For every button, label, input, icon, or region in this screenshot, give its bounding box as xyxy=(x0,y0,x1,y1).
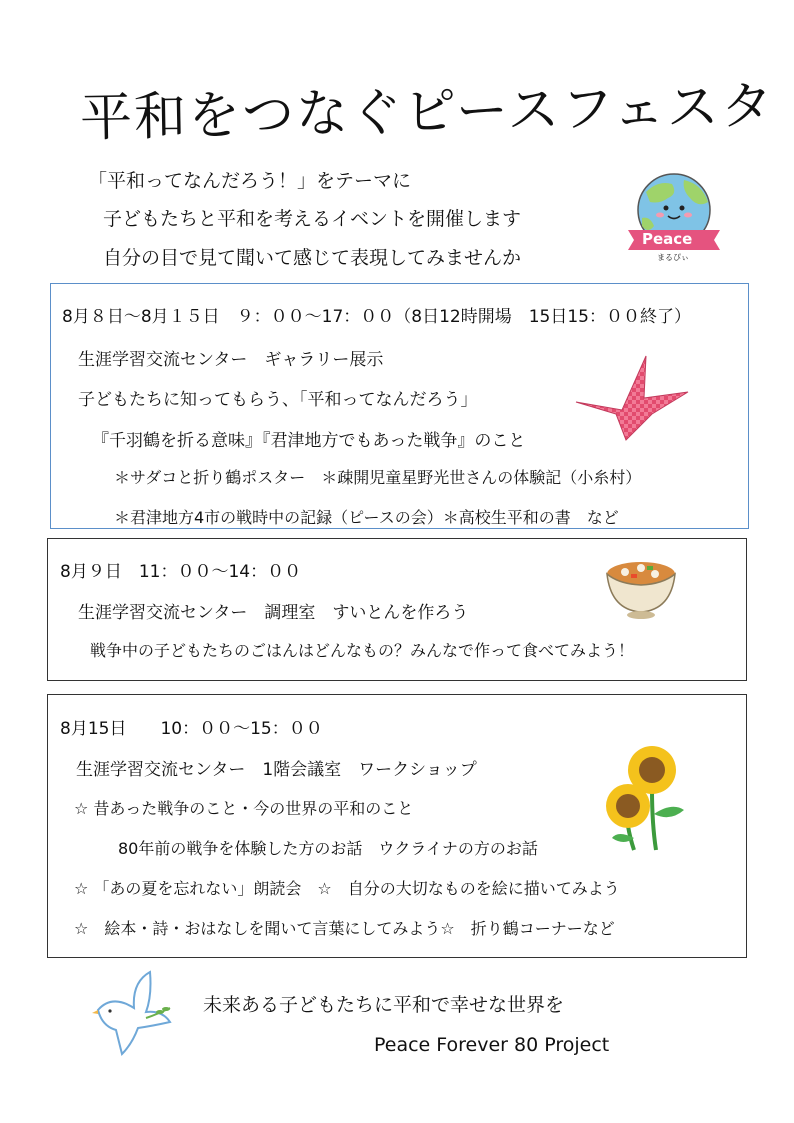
sunflower-icon xyxy=(604,744,696,852)
peace-badge-text: Peace xyxy=(642,230,693,248)
workshop-line-2: 80年前の戦争を体験した方のお話 ウクライナの方のお話 xyxy=(118,839,538,858)
peace-globe-mascot-icon xyxy=(620,168,730,264)
mascot-name: まるぴぃ xyxy=(657,253,689,262)
intro-line-2: 子どもたちと平和を考えるイベントを開催します xyxy=(103,208,522,230)
workshop-venue: 生涯学習交流センター 1階会議室 ワークショップ xyxy=(76,760,477,780)
origami-crane-icon xyxy=(572,352,692,444)
workshop-datetime: 8月15日 10：００～15：００ xyxy=(60,719,323,739)
cooking-datetime: 8月９日 11：００～14：００ xyxy=(60,562,302,582)
intro-line-1: 「平和ってなんだろう！」をテーマに xyxy=(88,170,412,192)
cooking-description: 戦争中の子どもたちのごはんはどんなもの？みんなで作って食べてみよう！ xyxy=(90,641,635,660)
peace-dove-icon xyxy=(88,968,184,1058)
intro-line-3: 自分の目で見て聞いて感じて表現してみませんか xyxy=(103,247,522,269)
exhibition-venue: 生涯学習交流センター ギャラリー展示 xyxy=(78,350,384,370)
suiton-bowl-icon xyxy=(603,552,679,622)
footer-message: 未来ある子どもたちに平和で幸せな世界を xyxy=(203,994,565,1016)
page-title: 平和をつなぐピースフェスタ xyxy=(79,76,776,149)
exhibition-datetime: 8月８日～8月１５日 ９：００～17：００（8日12時開場 15日15：００終了） xyxy=(62,307,691,327)
exhibition-theme: 子どもたちに知ってもらう、「平和ってなんだろう」 xyxy=(78,390,478,410)
workshop-line-1: ☆ 昔あった戦争のこと・今の世界の平和のこと xyxy=(74,799,414,818)
exhibition-item-2: ＊君津地方4市の戦時中の記録（ピースの会）＊高校生平和の書 など xyxy=(114,508,619,527)
exhibition-item-1: ＊サダコと折り鶴ポスター ＊疎開児童星野光世さんの体験記（小糸村） xyxy=(114,468,642,487)
footer-project-name: Peace Forever 80 Project xyxy=(374,1034,610,1056)
cooking-venue: 生涯学習交流センター 調理室 すいとんを作ろう xyxy=(78,603,469,623)
workshop-line-3: ☆ 「あの夏を忘れない」朗読会 ☆ 自分の大切なものを絵に描いてみよう xyxy=(74,879,620,898)
exhibition-topics: 『千羽鶴を折る意味』『君津地方でもあった戦争』のこと xyxy=(92,431,526,451)
workshop-line-4: ☆ 絵本・詩・おはなしを聞いて言葉にしてみよう☆ 折り鶴コーナーなど xyxy=(74,919,615,938)
